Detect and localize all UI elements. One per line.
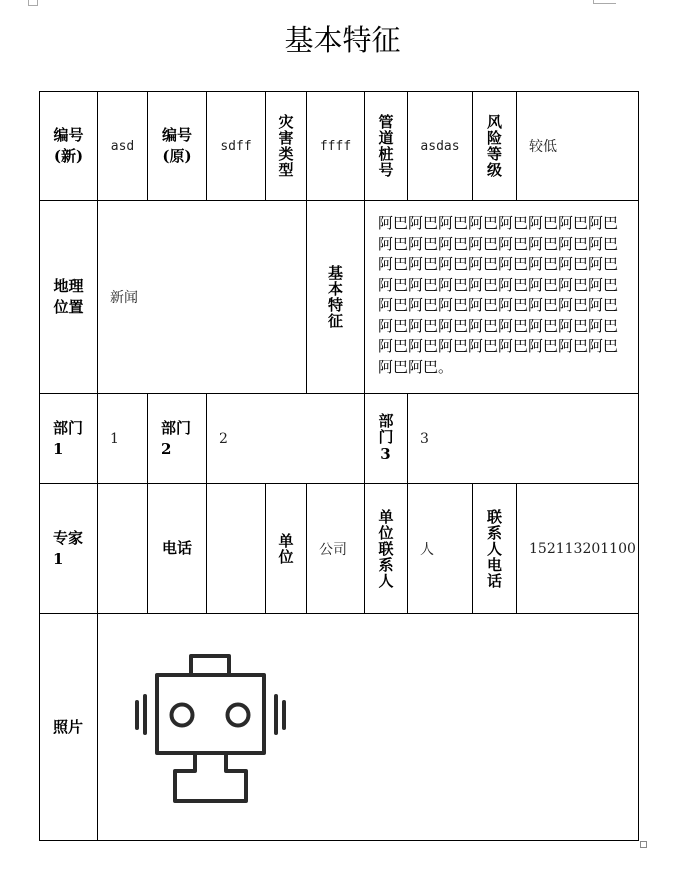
page-title: 基本特征	[284, 23, 401, 57]
dept3-value[interactable]: 3	[407, 393, 639, 484]
phone-label: 电话	[147, 483, 207, 614]
location-label: 地理位置	[53, 277, 84, 316]
disaster-label: 灾害类型	[276, 114, 295, 178]
contact-label: 单位联系人	[376, 508, 395, 589]
contact-value[interactable]: 人	[407, 483, 473, 614]
photo-cell[interactable]	[97, 613, 639, 841]
contact-phone-label: 联系人电话	[485, 508, 503, 589]
table-resize-handle[interactable]	[640, 841, 647, 848]
dept1-value[interactable]: 1	[97, 393, 148, 484]
no-old-label: 编号(原)	[161, 126, 192, 165]
risk-label: 风险等级	[485, 114, 503, 178]
contact-phone-value[interactable]: 152113201100	[516, 483, 639, 614]
pile-label: 管道桩号	[376, 114, 395, 178]
disaster-value[interactable]: ffff	[306, 91, 365, 201]
no-new-value[interactable]: asd	[97, 91, 148, 201]
dept1-label: 部门1	[53, 418, 84, 458]
photo-label: 照片	[39, 613, 98, 841]
unit-label: 单位	[276, 532, 295, 565]
pile-value[interactable]: asdas	[407, 91, 473, 201]
dept3-label: 部门3	[376, 413, 395, 464]
risk-value[interactable]: 较低	[516, 91, 639, 201]
feature-value[interactable]: 阿巴阿巴阿巴阿巴阿巴阿巴阿巴阿巴阿巴阿巴阿巴阿巴阿巴阿巴阿巴阿巴阿巴阿巴阿巴阿巴阿巴阿巴阿巴阿巴阿巴阿巴阿巴阿巴阿巴阿巴阿巴阿巴阿巴阿巴阿巴阿巴阿巴阿巴阿巴阿巴阿巴阿巴阿巴阿巴阿巴阿巴阿巴阿巴阿巴阿巴阿巴阿巴阿巴阿巴阿巴阿巴阿巴阿巴。	[364, 200, 639, 394]
no-new-label: 编号(新)	[53, 126, 84, 165]
dept2-label: 部门2	[161, 418, 192, 458]
expert-label: 专家1	[53, 528, 84, 568]
unit-value[interactable]: 公司	[306, 483, 365, 614]
robot-icon	[1, 1, 685, 879]
dept2-value[interactable]: 2	[206, 393, 365, 484]
location-value[interactable]: 新闻	[97, 200, 307, 394]
no-old-value[interactable]: sdff	[206, 91, 266, 201]
feature-label: 基本特征	[326, 265, 344, 329]
